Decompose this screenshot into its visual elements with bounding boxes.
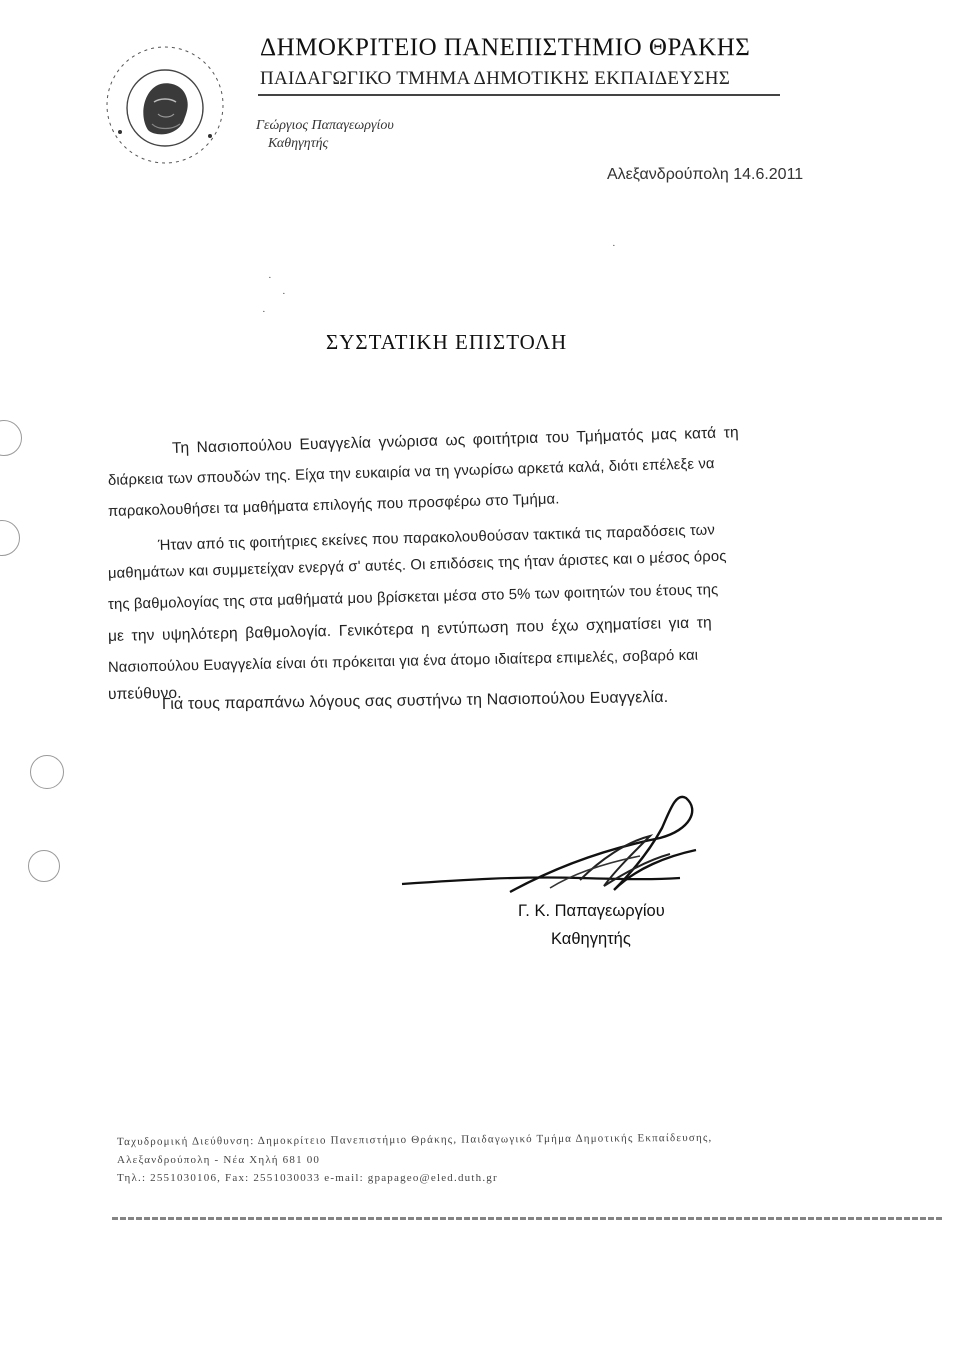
university-seal-logo (100, 40, 230, 170)
body-line: της βαθμολογίας της στα μαθήματά μου βρίσκεται μέσα στο 5% των φοιτητών του έτους της (107, 582, 719, 613)
body-line: με την υψηλότερη βαθμολογία. Γενικότερα η εντύπωση που έχω σχηματίσει για τη (107, 614, 712, 645)
sender-title: Καθηγητής (268, 136, 329, 151)
scan-mark: · (612, 240, 616, 252)
body-line: υπεύθυνο. (107, 684, 182, 703)
document-title: ΣΥΣΤΑΤΙΚΗ ΕΠΙΣΤΟΛΗ (326, 330, 568, 354)
footer-contact: Τηλ.: 2551030106, Fax: 2551030033 e-mail: gpapageo@eled.duth.gr (117, 1172, 498, 1184)
punch-hole (0, 520, 20, 556)
header-divider (258, 94, 780, 96)
signatory-name: Γ. Κ. Παπαγεωργίου (518, 902, 665, 920)
punch-hole (0, 420, 22, 456)
footer-address: Ταχυδρομική Διεύθυνση: Δημοκρίτειο Πανεπιστήμιο Θράκης, Παιδαγωγικό Τμήμα Δημοτικής Εκπαίδευσης, (116, 1131, 713, 1148)
body-line: Τη Νασιοπούλου Ευαγγελία γνώρισα ως φοιτήτρια του Τμήματός μας κατά τη (171, 424, 739, 457)
signatory-role: Καθηγητής (551, 930, 631, 948)
body-line: διάρκεια των σπουδών της. Είχα την ευκαιρία να τη γνωρίσω αρκετά καλά, διότι επέλεξε να (107, 456, 715, 489)
body-line: Νασιοπούλου Ευαγγελία είναι ότι πρόκειται για ένα άτομο ιδιαίτερα επιμελές, σοβαρό και (107, 647, 699, 676)
scan-mark: · (268, 272, 272, 284)
punch-hole (30, 755, 64, 789)
footer-divider (112, 1217, 942, 1220)
punch-hole (28, 850, 60, 882)
sender-name: Γεώργιος Παπαγεωργίου (256, 118, 394, 133)
place-date: Αλεξανδρούπολη 14.6.2011 (607, 166, 804, 183)
department-name: ΠΑΙΔΑΓΩΓΙΚΟ ΤΜΗΜΑ ΔΗΜΟΤΙΚΗΣ ΕΚΠΑΙΔΕΥΣΗΣ (260, 68, 731, 89)
university-name: ΔΗΜΟΚΡΙΤΕΙΟ ΠΑΝΕΠΙΣΤΗΜΙΟ ΘΡΑΚΗΣ (260, 34, 751, 61)
body-line: μαθημάτων και συμμετείχαν ενεργά σ' αυτές. Οι επιδόσεις της ήταν άριστες και ο μέσος όρος (107, 548, 727, 582)
body-line: Ήταν από τις φοιτήτριες εκείνες που παρακολουθούσαν τακτικά τις παραδόσεις των (157, 522, 716, 554)
closing-line: Για τους παραπάνω λόγους σας συστήνω τη Νασιοπούλου Ευαγγελία. (161, 688, 669, 713)
scan-mark: · (262, 306, 266, 318)
scan-mark: · (282, 288, 286, 300)
footer-city: Αλεξανδρούπολη - Νέα Χηλή 681 00 (117, 1154, 321, 1166)
handwritten-signature (400, 780, 720, 920)
body-line: παρακολουθήσει τα μαθήματα επιλογής που προσφέρω στο Τμήμα. (107, 491, 560, 520)
